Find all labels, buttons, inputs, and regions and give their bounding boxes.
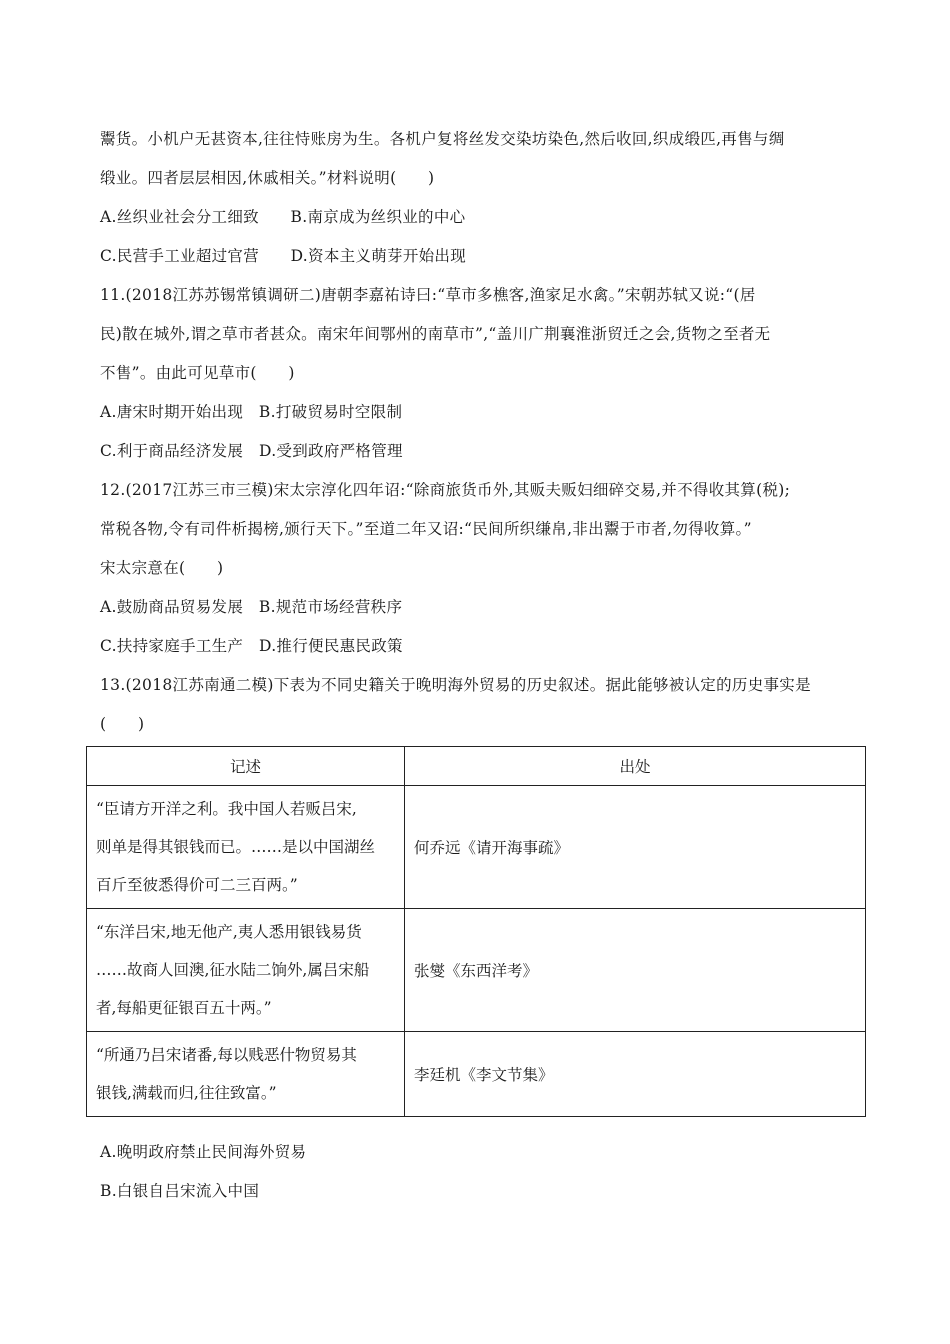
table-row — [87, 1032, 866, 1117]
question-11-stem: 11.(2018江苏苏锡常镇调研二)唐朝李嘉祐诗曰:“草市多樵客,渔家足水禽。”宋朝苏轼又说:“(居 — [100, 286, 756, 304]
option-line: A.晚明政府禁止民间海外贸易 — [100, 1143, 307, 1161]
column-header-record: 记述 — [87, 747, 405, 786]
table-header-row — [87, 747, 866, 786]
record-cell: “臣请方开洋之利。我中国人若贩吕宋, 则单是得其银钱而已。……是以中国湖丝 百斤至彼悉得价可二三百两。” — [87, 786, 405, 909]
text-line: 宋太宗意在( ) — [100, 559, 224, 577]
record-cell: “所通乃吕宋诸番,每以贱恶什物贸易其 银钱,满载而归,往往致富。” — [87, 1032, 405, 1117]
option-line: A.鼓励商品贸易发展 B.规范市场经营秩序 — [100, 598, 403, 616]
text-line: 缎业。四者层层相因,休戚相关。”材料说明( ) — [100, 169, 435, 187]
option-line: C.利于商品经济发展 D.受到政府严格管理 — [100, 442, 403, 460]
text-line: 民)散在城外,谓之草市者甚众。南宋年间鄂州的南草市”,“盖川广荆襄淮浙贸迁之会,货物之至者无 — [100, 325, 771, 343]
table-row — [87, 786, 866, 909]
text-line: 不售”。由此可见草市( ) — [100, 364, 295, 382]
table-row — [87, 909, 866, 1032]
question-12-stem: 12.(2017江苏三市三模)宋太宗淳化四年诏:“除商旅货币外,其贩夫贩妇细碎交易,并不得收其算(税); — [100, 481, 791, 499]
text-line: 常税各物,令有司件析揭榜,颁行天下。”至道二年又诏:“民间所织缣帛,非出鬻于市者,勿得收算。” — [100, 520, 752, 538]
source-cell: 何乔远《请开海事疏》 — [405, 786, 866, 909]
history-sources-table — [86, 746, 866, 1117]
question-13-stem: 13.(2018江苏南通二模)下表为不同史籍关于晚明海外贸易的历史叙述。据此能够被认定的历史事实是 — [100, 676, 811, 694]
text-line: ( ) — [100, 715, 145, 733]
option-line: C.扶持家庭手工生产 D.推行便民惠民政策 — [100, 637, 403, 655]
text-line: 鬻货。小机户无甚资本,往往恃账房为生。各机户复将丝发交染坊染色,然后收回,织成缎匹,再售与绸 — [100, 130, 785, 148]
source-cell: 张燮《东西洋考》 — [405, 909, 866, 1032]
record-cell: “东洋吕宋,地无他产,夷人悉用银钱易货 ……故商人回澳,征水陆二饷外,属吕宋船 者,每船更征银百五十两。” — [87, 909, 405, 1032]
option-line: A.丝织业社会分工细致 B.南京成为丝织业的中心 — [100, 208, 466, 226]
column-header-source: 出处 — [405, 747, 866, 786]
option-line: A.唐宋时期开始出现 B.打破贸易时空限制 — [100, 403, 403, 421]
source-cell: 李廷机《李文节集》 — [405, 1032, 866, 1117]
option-line: B.白银自吕宋流入中国 — [100, 1182, 260, 1200]
option-line: C.民营手工业超过官营 D.资本主义萌芽开始出现 — [100, 247, 467, 265]
